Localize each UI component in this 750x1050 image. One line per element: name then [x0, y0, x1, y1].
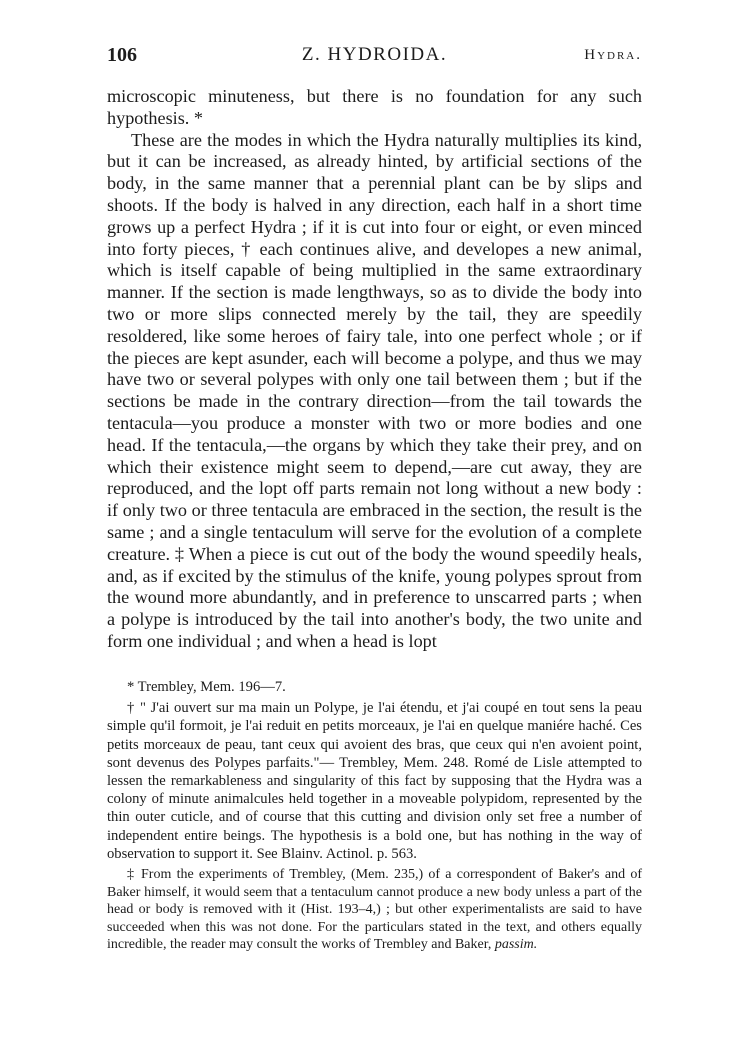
- footnote-dagger: † " J'ai ouvert sur ma main un Polype, je l'ai étendu, et j'ai coupé en tout sens la peau simple qu'il formoit, je l'ai reduit en petits morceaux, je l'ai en quelque maniére haché. Ces petits morceaux de peau, tant ceux qui avoient des bras, que ceux qui n'en avoient point, sont devenus des Polypes parfaits."— Trembley, Mem. 248. Romé de Lisle attempted to lessen the remarkableness and singularity of this fact by supposing that the Hydra was a colony of minute animalcules held together in a moveable polypidom, represented by the thin outer cuticle, and of course that this cutting and division only set free a number of independent entire beings. The hypothesis is a bold one, but has nothing in the way of observation to support it. See Blainv. Actinol. p. 563.: [107, 700, 642, 862]
- footnotes: [107, 678, 642, 954]
- running-section: Hydra.: [584, 47, 642, 63]
- page-number: 106: [107, 44, 137, 66]
- paragraph-reproduction: These are the modes in which the Hydra naturally multiplies its kind, but it can be increased, as already hinted, by artificial sections of the body, in the same manner that a perennial plant can be by slips and shoots. If the body is halved in any direction, each half in a short time grows up a perfect Hydra ; if it is cut into four or eight, or even minced into forty pieces, † each continues alive, and developes a new animal, which is itself capable of being multiplied in the same extraordinary manner. If the section is made lengthways, so as to divide the body into two or more slips connected merely by the tail, they are speedily resoldered, like some heroes of fairy tale, into one perfect whole ; or if the pieces are kept asunder, each will become a polype, and thus we may have two or several polypes with only one tail between them ; but if the sections be made in the contrary direction—from the tail towards the tentacula—you produce a monster with two or more bodies and one head. If the tentacula,—the organs by which they take their prey, and on which their existence might seem to depend,—are cut away, they are reproduced, and the lopt off parts remain not long without a new body : if only two or three tentacula are embraced in the section, the result is the same ; and a single tentaculum will serve for the evolution of a complete creature. ‡ When a piece is cut out of the body the wound speedily heals, and, as if excited by the stimulus of the knife, young polypes sprout from the wound more abundantly, and in preference to unscarred parts ; when a polype is introduced by the tail into another's body, the two unite and form one individual ; and when a head is lopt: [107, 129, 642, 651]
- running-title: Z. HYDROIDA.: [301, 44, 448, 65]
- footnote-asterisk: * Trembley, Mem. 196—7.: [127, 679, 286, 695]
- footnote-double-dagger-text: ‡ From the experiments of Trembley, (Mem. 235,) of a correspondent of Baker's and of Baker himself, it would seem that a tentaculum cannot produce a new body unless a part of the head or body is removed with it (Hist. 193–4,) ; but other experimentalists are said to have succeeded when this was not done. For the particulars stated in the text, and others equally incredible, the reader may consult the works of Trembley and Baker,: [107, 867, 642, 953]
- footnote-passim: passim.: [494, 937, 538, 953]
- footnote-double-dagger: [107, 866, 642, 954]
- main-text: [107, 86, 642, 653]
- paragraph-continued: microscopic minuteness, but there is no foundation for any such hypothesis. *: [107, 86, 642, 128]
- page-header: [107, 44, 642, 74]
